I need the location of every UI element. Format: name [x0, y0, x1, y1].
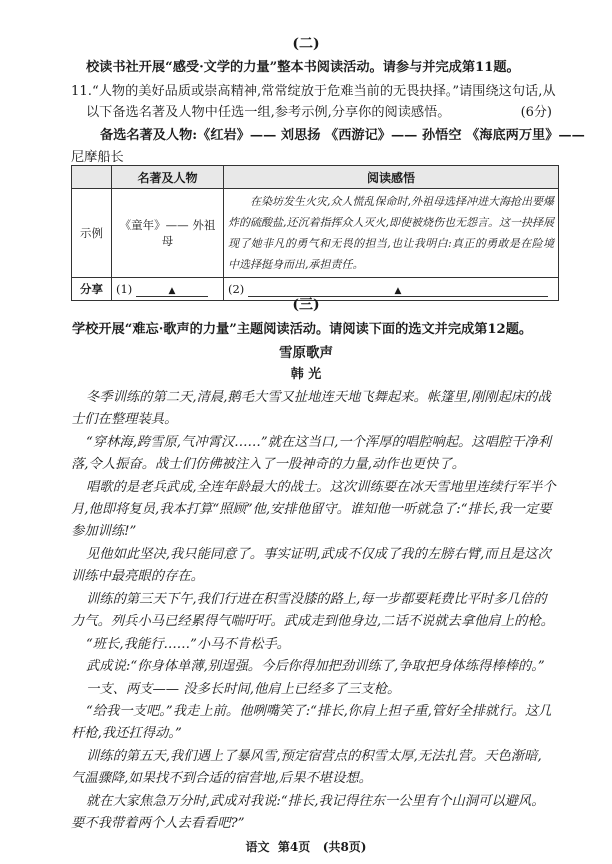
paragraph-line: 落,令人振奋。战士们仿佛被注入了一股神奇的力量,动作也更快了。	[71, 457, 466, 472]
table-header-reading: 阅读感悟	[224, 166, 559, 189]
paragraph-line: “班长,我能行……”小马不肯松手。	[86, 637, 290, 652]
section-2-heading: (二)	[292, 36, 320, 52]
section-2-intro: 校读书社开展“感受·文学的力量”整本书阅读活动。请参与并完成第11题。	[86, 60, 520, 75]
paragraph-line: 训练中最亮眼的存在。	[71, 569, 204, 584]
example-reading-cell	[224, 189, 559, 278]
paragraph-line: 士们在整理装具。	[71, 412, 178, 427]
paragraph-line: 训练的第五天,我们遇上了暴风雪,预定宿营点的积雪太厚,无法扎营。天色渐暗,	[86, 749, 542, 764]
paragraph-line: 一支、两支—— 没多长时间,他肩上已经多了三支枪。	[86, 682, 401, 697]
paragraph-line: 月,他即将复员,我本打算“照顾”他,安排他留守。谁知他一听就急了:“排长,我一定要	[71, 502, 552, 517]
share-reading-number: (2)	[228, 281, 245, 296]
table-header-row	[72, 166, 559, 189]
options-line-2: 尼摩船长	[71, 150, 124, 165]
paragraph-line: 参加训练!”	[71, 524, 137, 539]
options-line-1: 备选名著及人物:《红岩》—— 刘思扬 《西游记》—— 孙悟空 《海底两万里》——	[100, 128, 585, 143]
question-11-score: (6分)	[520, 105, 552, 120]
paragraph-line: 武成说:“你身体单薄,别逞强。今后你得加把劲训练了,争取把身体练得棒棒的。”	[86, 659, 545, 674]
paragraph-line: 力气。列兵小马已经累得气喘吁吁。武成走到他身边,二话不说就去拿他肩上的枪。	[71, 614, 554, 629]
table-header-book: 名著及人物	[112, 166, 224, 189]
paragraph-line: 见他如此坚决,我只能同意了。事实证明,武成不仅成了我的左膀右臂,而且是这次	[86, 547, 551, 562]
example-label: 示例	[72, 189, 112, 278]
footer-total: (共8页)	[322, 840, 367, 854]
section-3-heading: (三)	[292, 297, 320, 313]
triangle-icon: ▲	[394, 285, 402, 296]
table-header-blank	[72, 166, 112, 189]
example-reading: 在染坊发生火灾,众人慌乱保命时,外祖母选择冲进大海抢出要爆炸的硫酸盐,还沉着指挥众人灭火,即使被烧伤也无怨言。这一抉择展现了她非凡的勇气和无畏的担当,也让我明白:真正的勇敢是在险境中选择挺身而出,承担责任。	[228, 195, 554, 271]
paragraph-line: 就在大家焦急万分时,武成对我说:“排长,我记得往东一公里有个山洞可以避风。	[86, 794, 545, 809]
share-book-number: (1)	[116, 281, 133, 296]
paragraph-line: 唱歌的是老兵武成,全连年龄最大的战士。这次训练要在冰天雪地里连续行军半个	[86, 480, 556, 495]
example-book: 《童年》—— 外祖母	[112, 189, 224, 278]
paragraph-line: 要不我带着两个人去看看吧?”	[71, 816, 245, 831]
triangle-icon: ▲	[168, 285, 176, 296]
reading-table	[71, 165, 559, 301]
question-11-line-1: 11.“人物的美好品质或崇高精神,常常绽放于危难当前的无畏抉择。”请围绕这句话,从	[71, 84, 556, 99]
question-11-line-2: 以下备选名著及人物中任选一组,参考示例,分享你的阅读感悟。	[86, 105, 451, 120]
paragraph-line: 训练的第三天下午,我们行进在积雪没膝的路上,每一步都要耗费比平时多几倍的	[86, 592, 547, 607]
paragraph-line: 冬季训练的第二天,清晨,鹅毛大雪又扯地连天地飞舞起来。帐篷里,刚刚起床的战	[86, 390, 551, 405]
paragraph-line: 杆枪,我还扛得动。”	[71, 726, 182, 741]
section-3-intro: 学校开展“难忘·歌声的力量”主题阅读活动。请阅读下面的选文并完成第12题。	[72, 322, 533, 337]
share-label: 分享	[72, 278, 112, 301]
article-title: 雪原歌声	[279, 345, 333, 361]
paragraph-line: “给我一支吧。”我走上前。他咧嘴笑了:“排长,你肩上担子重,管好全排就行。这几	[86, 704, 552, 719]
table-example-row	[72, 189, 559, 278]
footer-page: 第4页	[277, 840, 311, 854]
footer-subject: 语文	[245, 840, 270, 854]
paragraph-line: “穿林海,跨雪原,气冲霄汉……”就在这当口,一个浑厚的唱腔响起。这唱腔干净利	[86, 435, 552, 450]
article-author: 韩 光	[290, 367, 322, 382]
page-footer	[0, 838, 612, 855]
paragraph-line: 气温骤降,如果找不到合适的宿营地,后果不堪设想。	[71, 771, 372, 786]
